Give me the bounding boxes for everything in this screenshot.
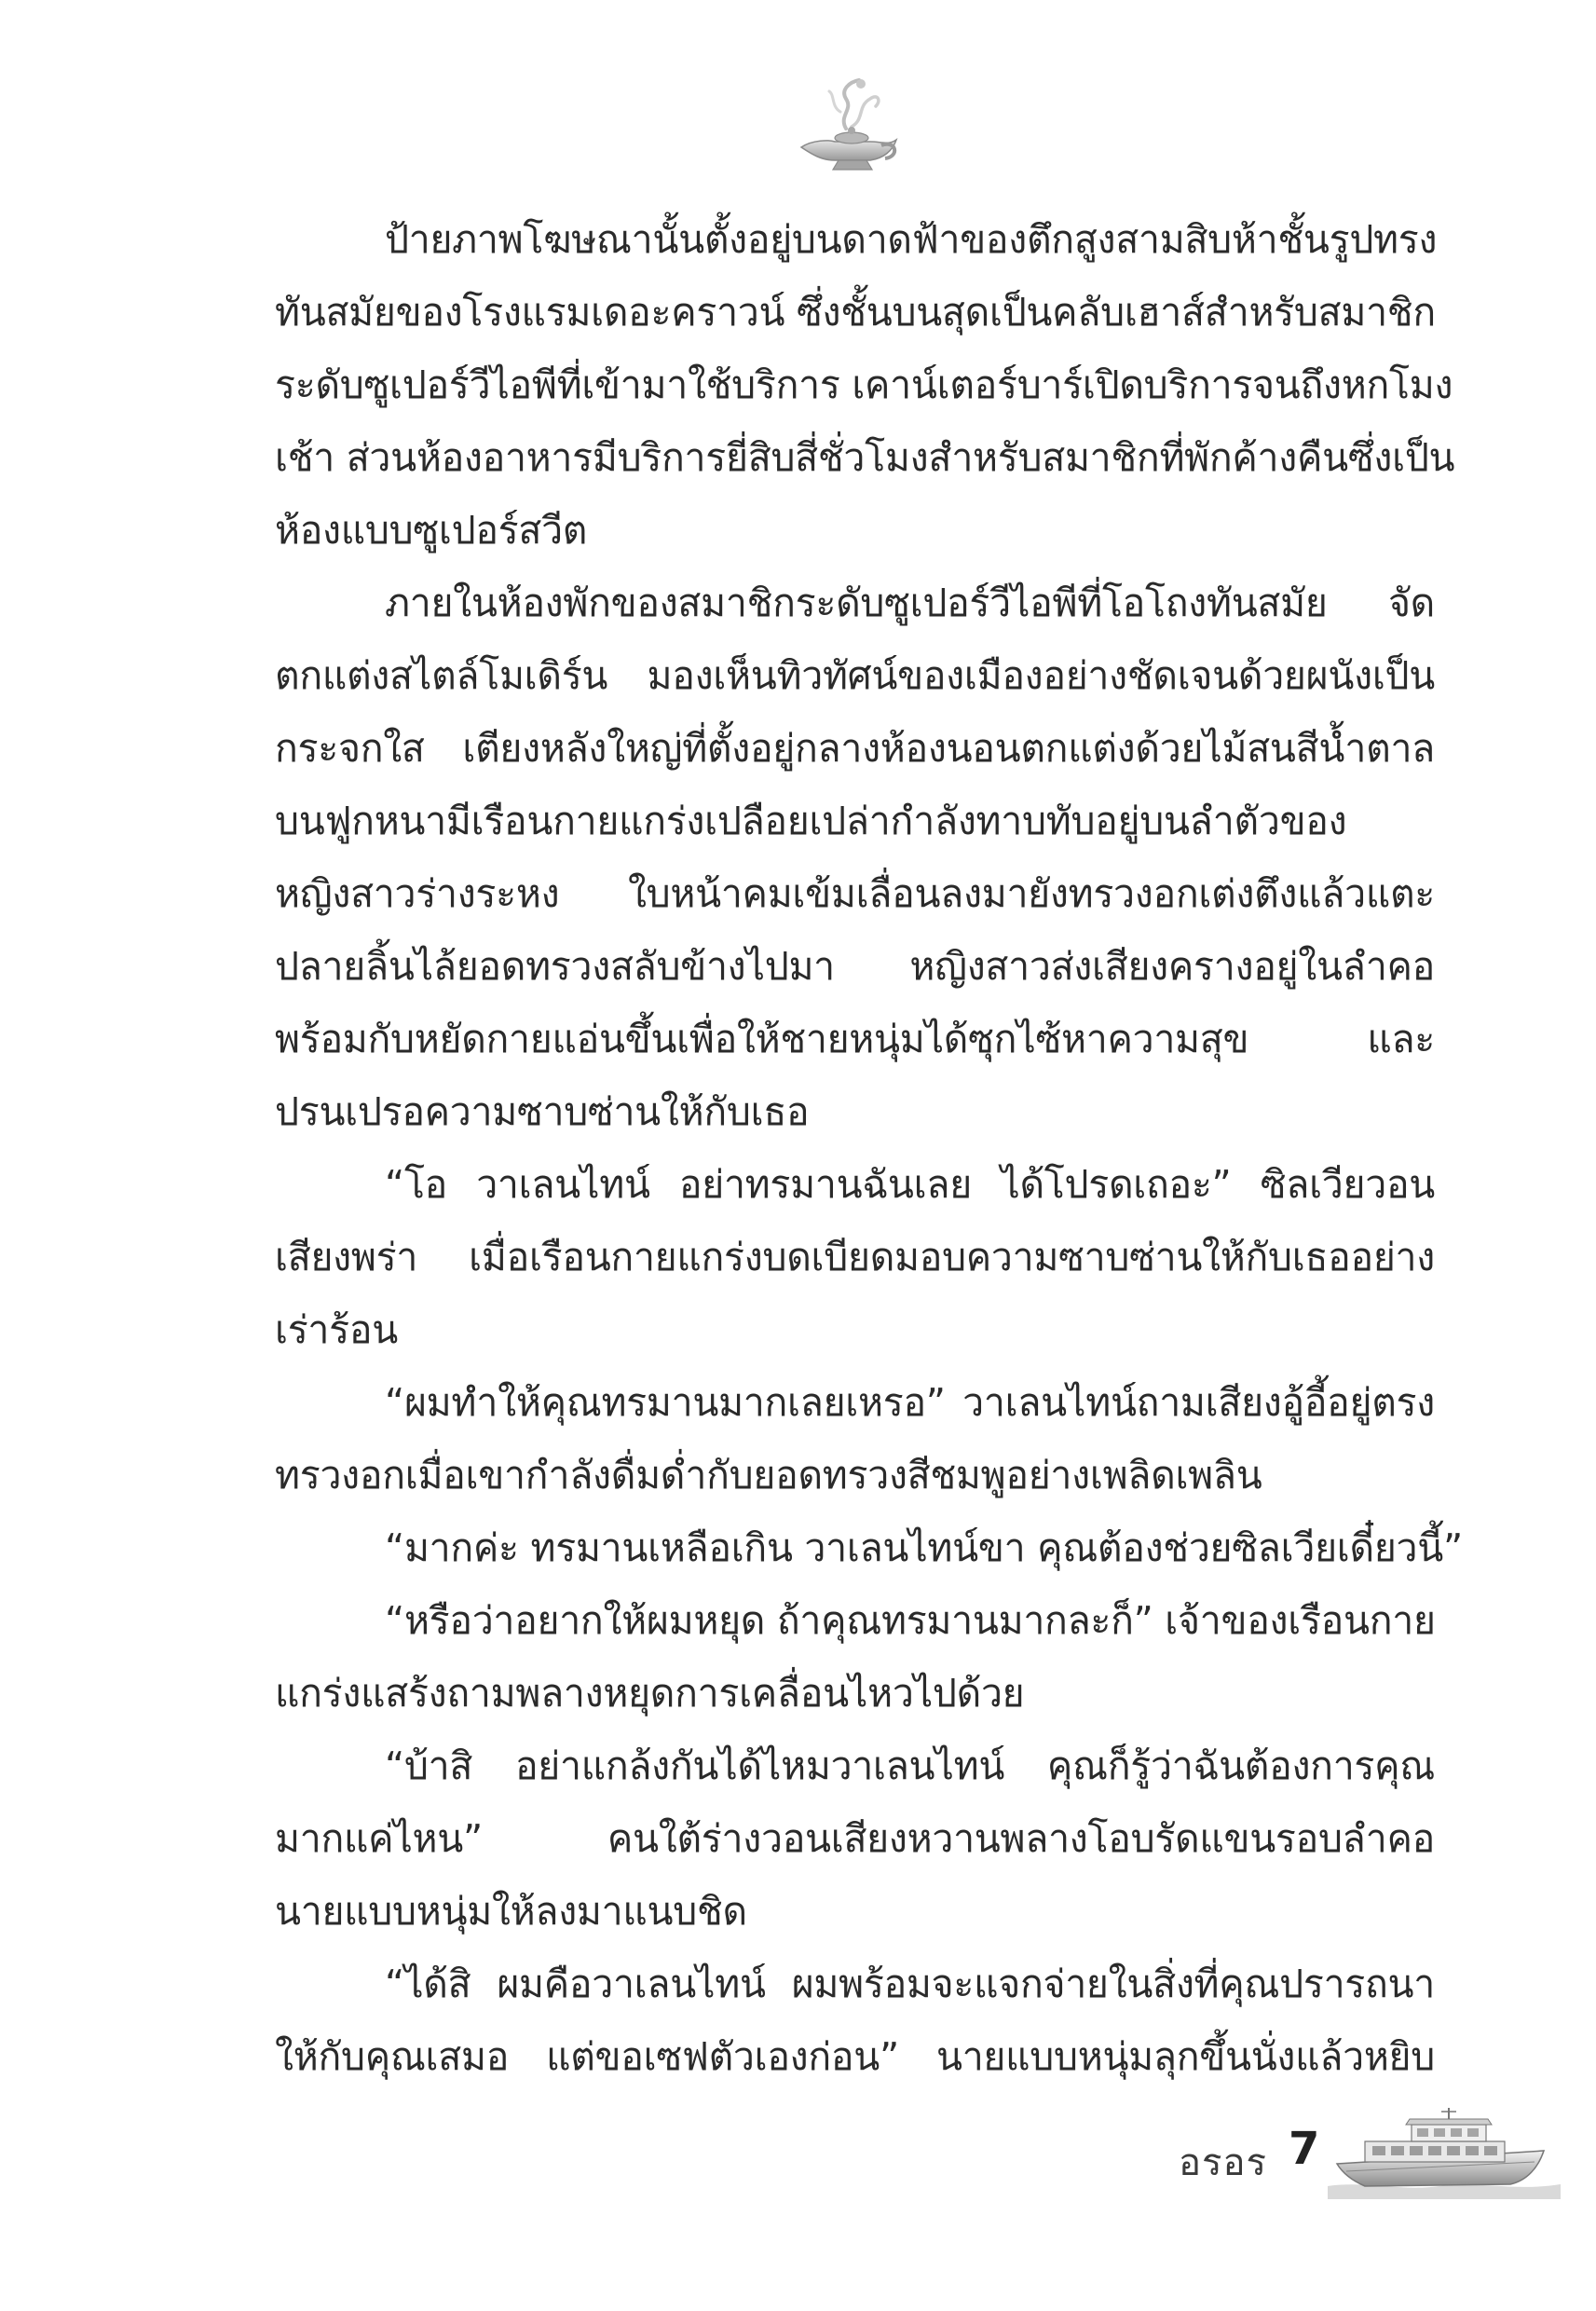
text-line: ป้ายภาพโฆษณานั้นตั้งอยู่บนดาดฟ้าของตึกสูงสามสิบห้าชั้นรูปทรง	[385, 217, 1438, 262]
text-line: ปลายลิ้นไล้ยอดทรวงสลับข้างไปมา หญิงสาวส่งเสียงครางอยู่ในลำคอ	[275, 944, 1435, 989]
genie-lamp-icon	[792, 75, 904, 177]
text-line: “บ้าสิ อย่าแกล้งกันได้ไหมวาเลนไทน์ คุณก็รู้ว่าฉันต้องการคุณ	[385, 1744, 1435, 1788]
text-line: นายแบบหนุ่มให้ลงมาแนบชิด	[275, 1889, 747, 1934]
page-footer	[1179, 2106, 1570, 2208]
text-line: “ผมทำให้คุณทรมานมากเลยเหรอ” วาเลนไทน์ถามเสียงอู้อี้อยู่ตรง	[385, 1380, 1435, 1425]
text-line: ทรวงอกเมื่อเขากำลังดื่มด่ำกับยอดทรวงสีชมพูอย่างเพลิดเพลิน	[275, 1453, 1262, 1497]
text-line: แกร่งแสร้งถามพลางหยุดการเคลื่อนไหวไปด้วย	[275, 1671, 1025, 1716]
text-line: พร้อมกับหยัดกายแอ่นขึ้นเพื่อให้ชายหนุ่มได้ซุกไซ้หาความสุข และ	[275, 1017, 1435, 1061]
text-line: ให้กับคุณเสมอ แต่ขอเซฟตัวเองก่อน” นายแบบหนุ่มลุกขึ้นนั่งแล้วหยิบ	[275, 2034, 1435, 2079]
boat-icon	[1328, 2106, 1561, 2199]
text-line: “หรือว่าอยากให้ผมหยุด ถ้าคุณทรมานมากละก็” เจ้าของเรือนกาย	[385, 1598, 1436, 1643]
text-line: ห้องแบบซูเปอร์สวีต	[275, 508, 588, 553]
text-line: ภายในห้องพักของสมาชิกระดับซูเปอร์วีไอพีที่โอโถงทันสมัย จัด	[385, 581, 1435, 625]
text-line: เช้า ส่วนห้องอาหารมีบริการยี่สิบสี่ชั่วโมงสำหรับสมาชิกที่พักค้างคืนซึ่งเป็น	[275, 435, 1455, 480]
body-text	[275, 203, 1463, 2093]
text-line: มากแค่ไหน” คนใต้ร่างวอนเสียงหวานพลางโอบรัดแขนรอบลำคอ	[275, 1816, 1435, 1861]
text-line: บนฟูกหนามีเรือนกายแกร่งเปลือยเปล่ากำลังทาบทับอยู่บนลำตัวของ	[275, 799, 1347, 843]
text-line: หญิงสาวร่างระหง ใบหน้าคมเข้มเลื่อนลงมายังทรวงอกเต่งตึงแล้วแตะ	[275, 871, 1435, 916]
text-line: ระดับซูเปอร์วีไอพีที่เข้ามาใช้บริการ เคาน์เตอร์บาร์เปิดบริการจนถึงหกโมง	[275, 362, 1453, 407]
text-line: ปรนเปรอความซาบซ่านให้กับเธอ	[275, 1089, 810, 1134]
text-line: ตกแต่งสไตล์โมเดิร์น มองเห็นทิวทัศน์ของเมืองอย่างชัดเจนด้วยผนังเป็น	[275, 653, 1435, 698]
text-line: “โอ วาเลนไทน์ อย่าทรมานฉันเลย ได้โปรดเถอะ” ซิลเวียวอน	[385, 1162, 1435, 1207]
text-line: เร่าร้อน	[275, 1307, 398, 1352]
text-line: เสียงพร่า เมื่อเรือนกายแกร่งบดเบียดมอบความซาบซ่านให้กับเธออย่าง	[275, 1235, 1435, 1279]
text-line: ทันสมัยของโรงแรมเดอะคราวน์ ซึ่งชั้นบนสุดเป็นคลับเฮาส์สำหรับสมาชิก	[275, 290, 1436, 335]
text-line: “มากค่ะ ทรมานเหลือเกิน วาเลนไทน์ขา คุณต้องช่วยซิลเวียเดี๋ยวนี้”	[385, 1525, 1463, 1570]
text-line: กระจกใส เตียงหลังใหญ่ที่ตั้งอยู่กลางห้องนอนตกแต่งด้วยไม้สนสีน้ำตาล	[275, 726, 1435, 771]
text-line: “ได้สิ ผมคือวาเลนไทน์ ผมพร้อมจะแจกจ่ายในสิ่งที่คุณปรารถนา	[385, 1962, 1435, 2006]
book-title: อรอร	[1179, 2141, 1268, 2184]
page-number: 7	[1289, 2123, 1320, 2175]
